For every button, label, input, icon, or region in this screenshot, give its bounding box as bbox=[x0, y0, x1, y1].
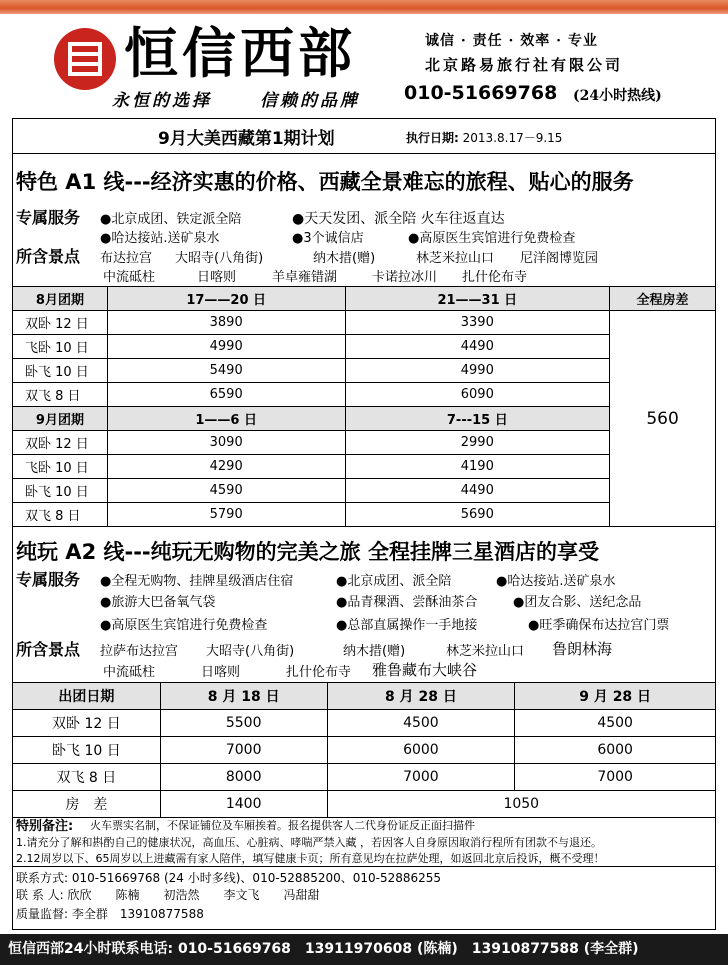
a1-aug-col: 17——20 日 bbox=[107, 287, 345, 311]
row-label: 卧飞 10 日 bbox=[13, 479, 108, 503]
a1-spot: 羊卓雍错湖 bbox=[272, 270, 338, 285]
price-cell: 6090 bbox=[345, 383, 610, 407]
a1-service: ●哈达接站.送矿泉水 bbox=[100, 231, 220, 246]
room-diff-label: 房 差 bbox=[13, 791, 161, 818]
a1-spot: 中流砥柱 bbox=[103, 270, 156, 285]
header bbox=[0, 14, 728, 114]
a1-sep-header: 9月团期 bbox=[13, 407, 108, 431]
price-cell: 4190 bbox=[345, 455, 610, 479]
hotline-number: 010-51669768 bbox=[404, 82, 558, 104]
a2-service: ●高原医生宾馆进行免费检查 bbox=[100, 618, 268, 633]
a1-spot: 布达拉宫 bbox=[100, 251, 153, 266]
price-cell: 4500 bbox=[515, 710, 716, 737]
room-diff-cell: 1400 bbox=[160, 791, 327, 818]
room-diff-header: 全程房差 bbox=[610, 287, 716, 311]
a2-spot: 中流砥柱 bbox=[103, 665, 156, 680]
contact-people: 联 系 人: 欣欣 陈楠 初浩然 李文飞 冯甜甜 bbox=[16, 888, 320, 902]
price-cell: 3390 bbox=[345, 311, 610, 335]
row-label: 双卧 12 日 bbox=[13, 431, 108, 455]
a2-col: 9 月 28 日 bbox=[515, 683, 716, 710]
row-label: 飞卧 10 日 bbox=[13, 455, 108, 479]
a1-spot: 扎什伦布寺 bbox=[462, 270, 528, 285]
a2-spot: 纳木措(赠) bbox=[343, 644, 406, 659]
price-cell: 5490 bbox=[107, 359, 345, 383]
price-cell: 4990 bbox=[345, 359, 610, 383]
price-cell: 7000 bbox=[327, 764, 515, 791]
table-row bbox=[13, 311, 716, 335]
a1-spot: 尼洋阁博览园 bbox=[520, 251, 599, 266]
row-label: 双飞 8 日 bbox=[13, 383, 108, 407]
a2-service: ●哈达接站.送矿泉水 bbox=[496, 574, 616, 589]
price-cell: 5790 bbox=[107, 503, 345, 527]
a1-service: ●3个诚信店 bbox=[292, 231, 364, 246]
a2-spot: 雅鲁藏布大峡谷 bbox=[372, 661, 478, 679]
price-cell: 4290 bbox=[107, 455, 345, 479]
room-diff-cell: 1050 bbox=[327, 791, 715, 818]
price-cell: 4590 bbox=[107, 479, 345, 503]
notes-line: 2.12周岁以下、65周岁以上进藏需有家人陪伴，填写健康卡页；所有意见均在拉萨处理，如返回北京后投诉，概不受理！ bbox=[16, 852, 605, 865]
table-row bbox=[13, 737, 716, 764]
a2-spots-label: 所含景点 bbox=[16, 640, 81, 659]
a2-col: 8 月 28 日 bbox=[327, 683, 515, 710]
a1-service: ●天天发团、派全陪 火车往返直达 bbox=[292, 211, 505, 227]
a2-service: ●品青稞酒、尝酥油茶合 bbox=[336, 595, 478, 610]
a2-service: ●团友合影、送纪念品 bbox=[513, 595, 642, 610]
a2-spot: 鲁朗林海 bbox=[552, 640, 613, 658]
slogan-left: 永恒的选择 bbox=[112, 91, 212, 111]
row-label: 双飞 8 日 bbox=[13, 503, 108, 527]
a1-spots-label: 所含景点 bbox=[16, 247, 81, 266]
price-cell: 5690 bbox=[345, 503, 610, 527]
a2-spot: 日喀则 bbox=[201, 665, 241, 680]
price-cell: 6000 bbox=[327, 737, 515, 764]
room-diff-value: 560 bbox=[610, 311, 716, 527]
a2-service: ●旅游大巴备氧气袋 bbox=[100, 595, 216, 610]
row-label: 双卧 12 日 bbox=[13, 710, 161, 737]
row-label: 双卧 12 日 bbox=[13, 311, 108, 335]
row-label: 卧飞 10 日 bbox=[13, 737, 161, 764]
a1-aug-header: 8月团期 bbox=[13, 287, 108, 311]
logo-icon bbox=[54, 28, 116, 90]
company-name: 北京路易旅行社有限公司 bbox=[425, 56, 624, 74]
a2-date-header: 出团日期 bbox=[13, 683, 161, 710]
a2-spot: 扎什伦布寺 bbox=[286, 665, 352, 680]
notes-line: 1.请充分了解和斟酌自己的健康状况，高血压、心脏病、哮喘严禁入藏 ，若因客人自身原因取消行程所有团款不与退还。 bbox=[16, 836, 602, 849]
hotline-note: (24小时热线) bbox=[573, 88, 662, 104]
brand-name: 恒信西部 bbox=[124, 21, 356, 85]
a1-price-table bbox=[12, 286, 716, 527]
motto: 诚信 · 责任 · 效率 · 专业 bbox=[425, 33, 598, 49]
footer-hotline: 恒信西部24小时联系电话: 010-51669768 13911970608 (陈楠) 13910877588 (李全群) bbox=[0, 934, 728, 965]
price-cell: 6590 bbox=[107, 383, 345, 407]
a1-service: ●高原医生宾馆进行免费检查 bbox=[408, 231, 576, 246]
table-row bbox=[13, 710, 716, 737]
price-cell: 4490 bbox=[345, 479, 610, 503]
price-cell: 4500 bbox=[327, 710, 515, 737]
table-row bbox=[13, 764, 716, 791]
a2-spot: 拉萨布达拉宫 bbox=[100, 644, 179, 659]
a1-spot: 日喀则 bbox=[197, 270, 237, 285]
notes-line: 火车票实名制，不保证铺位及车厢挨着。报名提供客人二代身份证反正面扫描件 bbox=[90, 819, 475, 832]
a1-spot: 纳木措(赠) bbox=[313, 251, 376, 266]
price-cell: 7000 bbox=[515, 764, 716, 791]
exec-dates: 执行日期: 2013.8.17－9.15 bbox=[406, 131, 563, 145]
price-cell: 3890 bbox=[107, 311, 345, 335]
row-label: 双飞 8 日 bbox=[13, 764, 161, 791]
quality-supervision: 质量监督: 李全群 13910877588 bbox=[16, 907, 204, 921]
divider bbox=[12, 153, 716, 154]
notes-label: 特别备注: bbox=[16, 819, 74, 834]
price-cell: 2990 bbox=[345, 431, 610, 455]
a1-service-label: 专属服务 bbox=[16, 208, 81, 227]
a2-spot: 大昭寺(八角街) bbox=[206, 644, 295, 659]
a1-sep-col: 1——6 日 bbox=[107, 407, 345, 431]
a1-sep-col: 7---15 日 bbox=[345, 407, 610, 431]
row-label: 卧飞 10 日 bbox=[13, 359, 108, 383]
row-label: 飞卧 10 日 bbox=[13, 335, 108, 359]
table-row bbox=[13, 791, 716, 818]
a1-title: 特色 A1 线---经济实惠的价格、西藏全景难忘的旅程、贴心的服务 bbox=[16, 170, 634, 194]
a2-spot: 林芝米拉山口 bbox=[446, 644, 525, 659]
price-cell: 8000 bbox=[160, 764, 327, 791]
plan-title: 9月大美西藏第1期计划 bbox=[158, 129, 335, 149]
price-cell: 5500 bbox=[160, 710, 327, 737]
a2-service: ●全程无购物、挂牌星级酒店住宿 bbox=[100, 574, 294, 589]
top-banner-stripe bbox=[0, 0, 728, 14]
price-cell: 4490 bbox=[345, 335, 610, 359]
price-cell: 3090 bbox=[107, 431, 345, 455]
a1-spot: 卡诺拉冰川 bbox=[372, 270, 438, 285]
a1-service: ●北京成团、铁定派全陪 bbox=[100, 212, 242, 227]
a1-aug-col: 21——31 日 bbox=[345, 287, 610, 311]
a2-service-label: 专属服务 bbox=[16, 570, 81, 589]
price-cell: 6000 bbox=[515, 737, 716, 764]
a2-title: 纯玩 A2 线---纯玩无购物的完美之旅 全程挂牌三星酒店的享受 bbox=[16, 540, 599, 564]
price-cell: 7000 bbox=[160, 737, 327, 764]
a2-service: ●北京成团、派全陪 bbox=[336, 574, 452, 589]
a1-spot: 大昭寺(八角街) bbox=[175, 251, 264, 266]
a2-service: ●总部直属操作一手地接 bbox=[336, 618, 478, 633]
a2-service: ●旺季确保布达拉宫门票 bbox=[528, 618, 670, 633]
contact-info: 联系方式: 010-51669768 (24 小时多线)、010-52885200、010-52886255 bbox=[16, 871, 442, 885]
slogan-right: 信赖的品牌 bbox=[260, 91, 360, 111]
divider bbox=[12, 866, 716, 867]
price-cell: 4990 bbox=[107, 335, 345, 359]
a2-price-table bbox=[12, 682, 716, 818]
a1-spot: 林芝米拉山口 bbox=[416, 251, 495, 266]
a2-col: 8 月 18 日 bbox=[160, 683, 327, 710]
